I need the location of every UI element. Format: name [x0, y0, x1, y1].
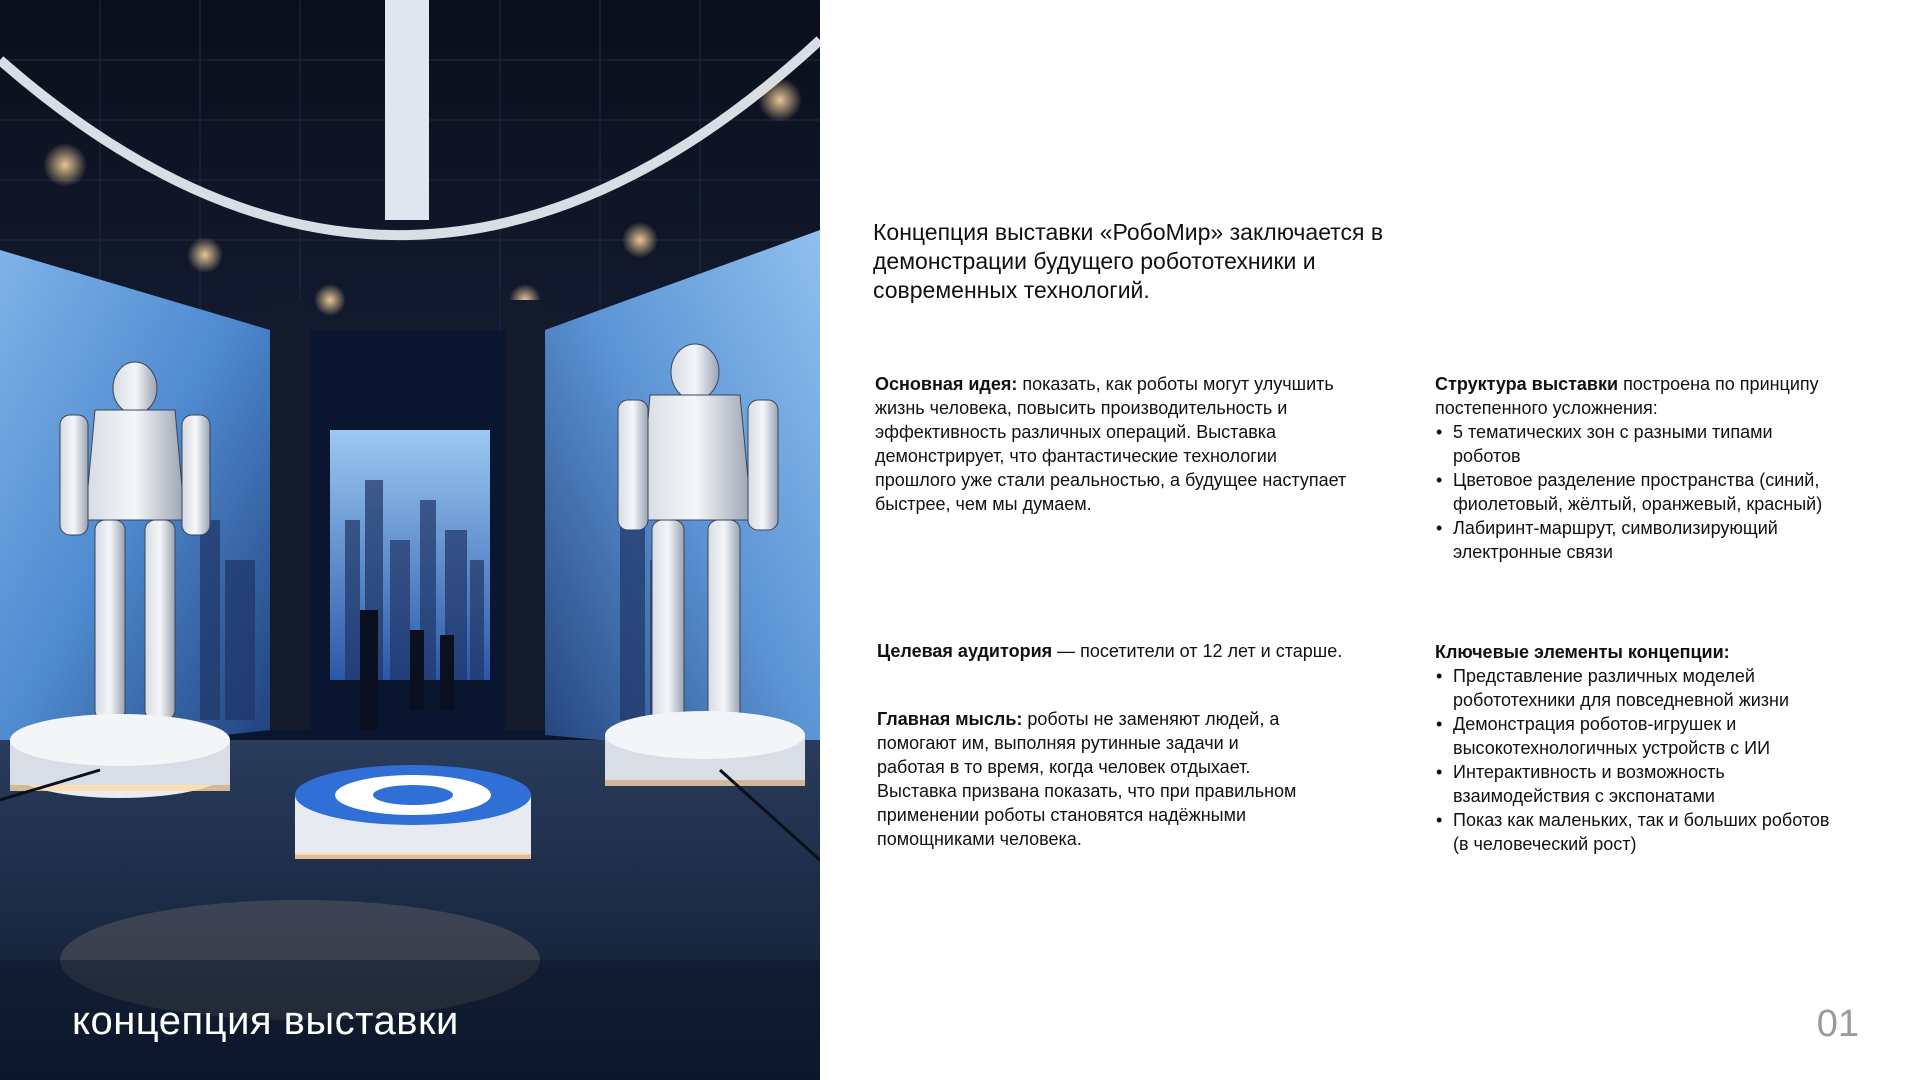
list-item: • Демонстрация роботов-игрушек и высокотехнологичных устройств с ИИ	[1435, 712, 1845, 760]
audience-block	[877, 639, 1397, 663]
audience-text: — посетители от 12 лет и старше.	[1052, 641, 1343, 661]
main-thought-title: Главная мысль:	[877, 709, 1023, 729]
list-item: • Представление различных моделей робототехники для повседневной жизни	[1435, 664, 1845, 712]
list-item: • Цветовое разделение пространства (синий, фиолетовый, жёлтый, оранжевый, красный)	[1435, 468, 1845, 516]
structure-text: построена по принципу постепенного усложнения:	[1435, 374, 1819, 418]
structure-list	[1435, 420, 1845, 564]
key-elements-block	[1435, 640, 1845, 856]
list-item: • Интерактивность и возможность взаимодействия с экспонатами	[1435, 760, 1845, 808]
list-item: • Лабиринт-маршрут, символизирующий электронные связи	[1435, 516, 1845, 564]
main-thought-block	[877, 707, 1307, 851]
key-elements-heading	[1435, 640, 1845, 664]
main-idea-block	[875, 372, 1355, 516]
hero-image	[0, 0, 820, 1080]
key-elements-list	[1435, 664, 1845, 856]
intro-text: Концепция выставки «РобоМир» заключается в демонстрации будущего робототехники и современных технологий.	[873, 219, 1384, 303]
main-idea-title: Основная идея:	[875, 374, 1018, 394]
exhibition-hall-photo	[0, 0, 820, 1080]
audience-title: Целевая аудитория	[877, 641, 1053, 661]
main-thought-text: роботы не заменяют людей, а помогают им, выполняя рутинные задачи и работая в то время, когда человек отдыхает. Выставка призвана показать, что при правильном применении роботы становятся надёжными помощниками человека.	[877, 709, 1297, 849]
structure-block	[1435, 372, 1845, 564]
list-item: • Показ как маленьких, так и больших роботов (в человеческий рост)	[1435, 808, 1845, 856]
key-elements-title: Ключевые элементы концепции:	[1435, 642, 1730, 662]
list-item: • 5 тематических зон с разными типами роботов	[1435, 420, 1845, 468]
slide-caption: концепция выставки	[72, 999, 459, 1043]
main-idea-text: показать, как роботы могут улучшить жизнь человека, повысить производительность и эффективность различных операций. Выставка демонстрирует, что фантастические технологии прошлого уже стали реальностью, а будущее наступает быстрее, чем мы думаем.	[875, 374, 1347, 514]
structure-heading	[1435, 372, 1845, 420]
structure-title: Структура выставки	[1435, 374, 1619, 394]
page-number: 01	[1816, 1003, 1859, 1045]
